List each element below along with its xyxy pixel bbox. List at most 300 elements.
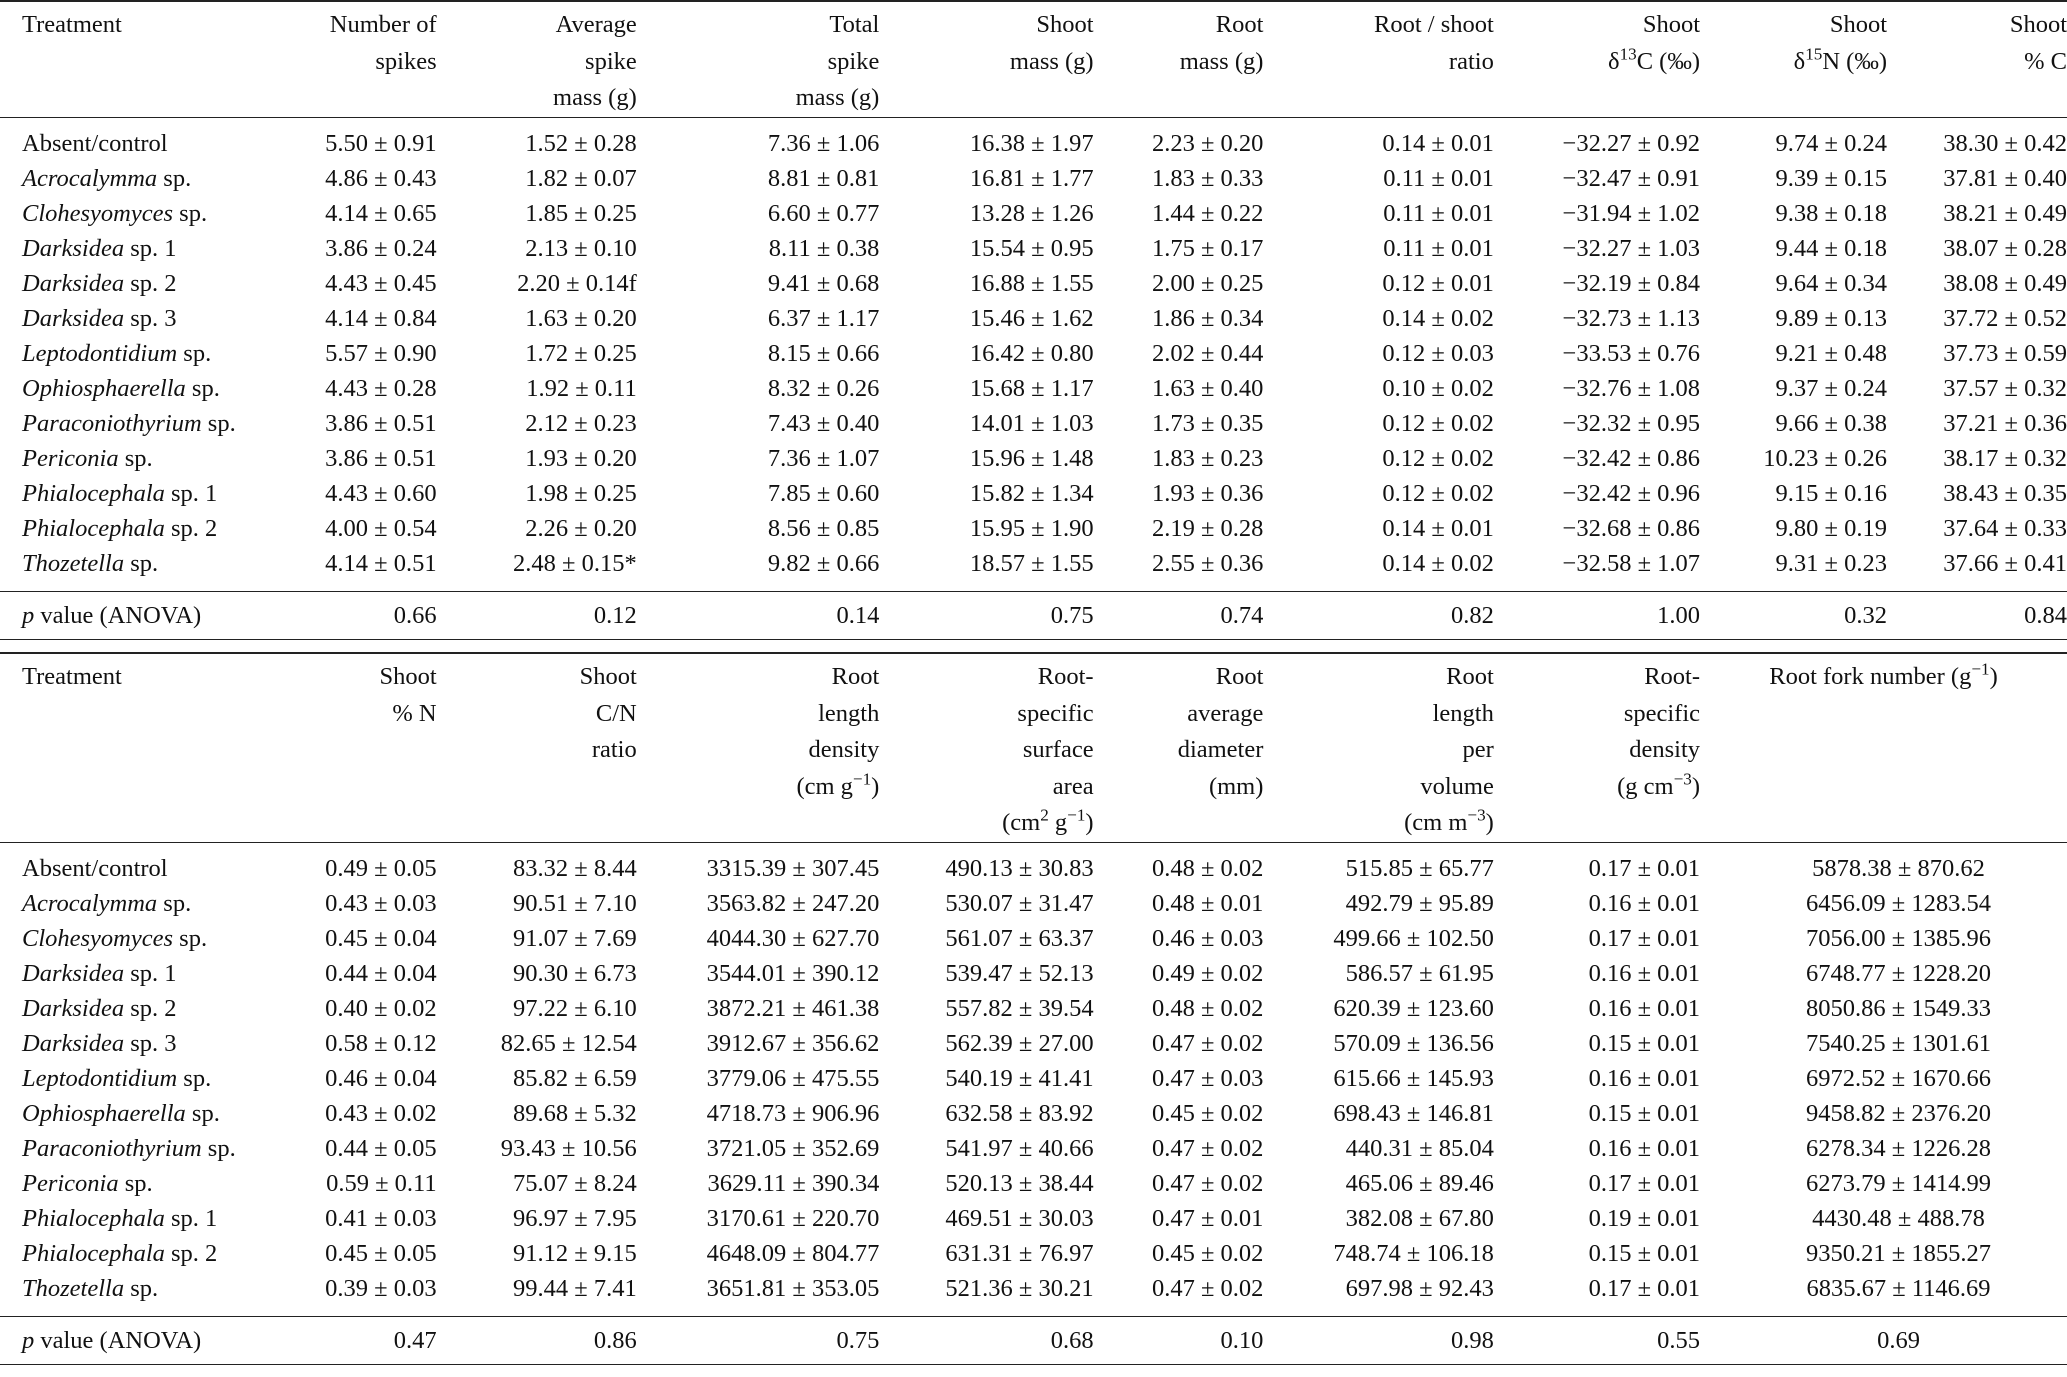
- treatment-name: [0, 1096, 273, 1131]
- column-header: [879, 1, 1093, 117]
- table-cell: 9.80 ± 0.19: [1775, 514, 1887, 542]
- table-cell: 6278.34 ± 1226.28: [1806, 1134, 1991, 1162]
- species-suffix: sp. 2: [164, 514, 218, 542]
- header-line: Root-: [1037, 663, 1094, 690]
- table-cell: 37.81 ± 0.40: [1943, 164, 2067, 192]
- treatment-table-2: [0, 652, 2067, 1365]
- table-header-row: [0, 653, 2067, 842]
- table-row: [0, 511, 2067, 546]
- table-row: [0, 956, 2067, 991]
- table-cell: −32.32 ± 0.95: [1562, 409, 1701, 437]
- genus-name: Thozetella: [22, 1274, 125, 1302]
- table-cell: 0.16 ± 0.01: [1588, 889, 1701, 917]
- table-cell: 0.44 ± 0.04: [325, 959, 437, 987]
- p-symbol: p: [22, 1326, 35, 1354]
- table-cell: 0.15 ± 0.01: [1588, 1029, 1701, 1057]
- header-line: spikes: [375, 47, 437, 75]
- table-header-row: [0, 1, 2067, 117]
- table-cell: 37.21 ± 0.36: [1943, 409, 2067, 437]
- p-value-cell: 0.66: [393, 601, 437, 629]
- table-cell: 0.40 ± 0.02: [325, 994, 437, 1022]
- p-value-row: [0, 591, 2067, 639]
- table-cell: 0.16 ± 0.01: [1588, 1064, 1701, 1092]
- table-cell: 15.95 ± 1.90: [969, 514, 1094, 542]
- p-value-row: [0, 1316, 2067, 1364]
- table-cell: 8.32 ± 0.26: [767, 374, 880, 402]
- table-cell: 570.09 ± 136.56: [1333, 1029, 1494, 1057]
- table-cell: 14.01 ± 1.03: [969, 409, 1094, 437]
- header-line: surface: [1022, 736, 1094, 763]
- table-cell: 7.43 ± 0.40: [767, 409, 880, 437]
- table-cell: 631.31 ± 76.97: [945, 1239, 1094, 1267]
- treatment-name: [0, 406, 273, 441]
- header-line: length: [1432, 699, 1494, 727]
- table-row: [0, 161, 2067, 196]
- table-cell: 8.11 ± 0.38: [768, 234, 880, 262]
- genus-name: Leptodontidium: [22, 339, 178, 367]
- species-suffix: sp.: [124, 549, 159, 577]
- treatment-name: [0, 956, 273, 991]
- genus-name: Acrocalymma: [22, 889, 158, 917]
- header-line: (cm $g^{-1}$): [796, 769, 880, 800]
- table-cell: 89.68 ± 5.32: [513, 1099, 637, 1127]
- table-cell: 15.54 ± 0.95: [969, 234, 1094, 262]
- header-line: % C: [2024, 47, 2067, 75]
- genus-name: Paraconiothyrium: [22, 409, 202, 437]
- treatment-name: [0, 842, 273, 886]
- table-cell: 8.15 ± 0.66: [767, 339, 880, 367]
- table-cell: 521.36 ± 30.21: [945, 1274, 1094, 1302]
- header-line: Number of: [329, 11, 437, 38]
- header-line: Root: [1215, 11, 1264, 38]
- species-suffix: sp. 1: [124, 959, 177, 987]
- table-cell: 0.10 ± 0.02: [1382, 374, 1494, 402]
- p-symbol: p: [22, 601, 35, 629]
- table-cell: 90.30 ± 6.73: [513, 959, 637, 987]
- table-cell: 530.07 ± 31.47: [945, 889, 1094, 917]
- table-row: [0, 476, 2067, 511]
- table-cell: 3315.39 ± 307.45: [706, 854, 880, 882]
- header-line: Root-: [1644, 663, 1701, 690]
- table-row: [0, 546, 2067, 592]
- table-cell: −32.19 ± 0.84: [1562, 269, 1701, 297]
- species-suffix: sp.: [157, 164, 192, 192]
- table-row: [0, 336, 2067, 371]
- table-cell: 0.41 ± 0.03: [325, 1204, 437, 1232]
- table-cell: 37.66 ± 0.41: [1943, 549, 2067, 577]
- table-row: [0, 441, 2067, 476]
- table-cell: 3779.06 ± 475.55: [706, 1064, 880, 1092]
- table-row: [0, 266, 2067, 301]
- table-cell: −32.68 ± 0.86: [1562, 514, 1701, 542]
- column-header: [1887, 1, 2067, 117]
- p-value-cell: 0.74: [1220, 601, 1264, 629]
- header-line: Treatment: [22, 663, 122, 690]
- table-cell: 38.07 ± 0.28: [1943, 234, 2067, 262]
- column-header: [437, 653, 637, 842]
- p-value-cell: 0.10: [1220, 1326, 1264, 1354]
- table-cell: 16.38 ± 1.97: [969, 129, 1094, 157]
- table-cell: 96.97 ± 7.95: [513, 1204, 637, 1232]
- table-cell: 0.12 ± 0.03: [1382, 339, 1494, 367]
- table-row: [0, 371, 2067, 406]
- table-cell: 620.39 ± 123.60: [1333, 994, 1494, 1022]
- genus-name: Clohesyomyces: [22, 924, 174, 952]
- table-cell: −33.53 ± 0.76: [1562, 339, 1701, 367]
- p-value-label: [0, 591, 273, 639]
- table-cell: 0.14 ± 0.01: [1382, 129, 1494, 157]
- species-suffix: sp. 3: [124, 1029, 177, 1057]
- table-cell: 8.56 ± 0.85: [767, 514, 880, 542]
- genus-name: Darksidea: [22, 269, 125, 297]
- header-line: ($cm^2$ $g^{-1}$): [1002, 805, 1094, 836]
- header-line: volume: [1420, 772, 1494, 800]
- column-header: [879, 653, 1093, 842]
- genus-name: Ophiosphaerella: [22, 1099, 186, 1127]
- table-cell: 1.63 ± 0.20: [525, 304, 637, 332]
- table-cell: 9.37 ± 0.24: [1775, 374, 1887, 402]
- treatment-name: [0, 371, 273, 406]
- table-cell: 0.14 ± 0.02: [1382, 549, 1494, 577]
- table-cell: 0.43 ± 0.02: [325, 1099, 437, 1127]
- table-cell: 4.86 ± 0.43: [325, 164, 437, 192]
- header-line: Root: [1215, 663, 1264, 690]
- header-line: mass (g): [1179, 47, 1264, 75]
- table-cell: 1.86 ± 0.34: [1151, 304, 1264, 332]
- p-value-cell: 0.55: [1657, 1326, 1701, 1354]
- table-cell: 6456.09 ± 1283.54: [1806, 889, 1991, 917]
- genus-name: Periconia: [22, 1169, 119, 1197]
- table-cell: 93.43 ± 10.56: [500, 1134, 637, 1162]
- p-label-text: value (ANOVA): [34, 1326, 202, 1354]
- table-cell: 0.46 ± 0.04: [325, 1064, 437, 1092]
- table-cell: 4.43 ± 0.60: [325, 479, 437, 507]
- header-line: Root: [1446, 663, 1494, 690]
- table-cell: 1.73 ± 0.35: [1151, 409, 1264, 437]
- treatment-name: [0, 441, 273, 476]
- table-row: [0, 1271, 2067, 1317]
- table-cell: 0.14 ± 0.01: [1382, 514, 1494, 542]
- table-cell: −32.27 ± 0.92: [1562, 129, 1701, 157]
- table-cell: 3563.82 ± 247.20: [706, 889, 880, 917]
- header-line: mass (g): [1009, 47, 1094, 75]
- genus-name: Phialocephala: [22, 1204, 165, 1232]
- table-cell: 562.39 ± 27.00: [945, 1029, 1094, 1057]
- table-cell: 0.48 ± 0.02: [1151, 994, 1264, 1022]
- table-cell: −32.27 ± 1.03: [1562, 234, 1701, 262]
- table-cell: 2.19 ± 0.28: [1151, 514, 1264, 542]
- table-cell: 3629.11 ± 390.34: [707, 1169, 880, 1197]
- table-row: [0, 1061, 2067, 1096]
- species-suffix: sp. 3: [124, 304, 177, 332]
- table-cell: 6273.79 ± 1414.99: [1806, 1169, 1991, 1197]
- table-cell: 9.39 ± 0.15: [1775, 164, 1887, 192]
- table-cell: 4.43 ± 0.45: [325, 269, 437, 297]
- table-cell: 4.14 ± 0.51: [325, 549, 437, 577]
- table-cell: 469.51 ± 30.03: [945, 1204, 1094, 1232]
- table-cell: 4.14 ± 0.65: [325, 199, 437, 227]
- table-row: [0, 301, 2067, 336]
- table-cell: 0.47 ± 0.02: [1151, 1134, 1264, 1162]
- p-value-cell: 0.32: [1844, 601, 1887, 629]
- table-cell: 561.07 ± 63.37: [945, 924, 1094, 952]
- table-cell: 4648.09 ± 804.77: [706, 1239, 880, 1267]
- header-line: (cm $m^{-3}$): [1404, 805, 1494, 836]
- table-cell: 7.36 ± 1.07: [767, 444, 880, 472]
- table-cell: −32.47 ± 0.91: [1562, 164, 1701, 192]
- header-line: Root: [831, 663, 880, 690]
- table-cell: 0.45 ± 0.04: [325, 924, 437, 952]
- table-cell: 82.65 ± 12.54: [500, 1029, 637, 1057]
- table-cell: 83.32 ± 8.44: [513, 854, 637, 882]
- table-cell: 490.13 ± 30.83: [945, 854, 1094, 882]
- table-cell: 0.43 ± 0.03: [325, 889, 437, 917]
- treatment-name: [0, 476, 273, 511]
- treatment-name: [0, 196, 273, 231]
- treatment-name: [0, 336, 273, 371]
- table-cell: 6.60 ± 0.77: [767, 199, 880, 227]
- table-cell: 9.82 ± 0.66: [767, 549, 880, 577]
- treatment-name: [0, 266, 273, 301]
- genus-name: Darksidea: [22, 234, 125, 262]
- table-cell: 2.55 ± 0.36: [1151, 549, 1264, 577]
- table-cell: −32.42 ± 0.86: [1562, 444, 1701, 472]
- table-row: [0, 991, 2067, 1026]
- table-cell: 0.15 ± 0.01: [1588, 1239, 1701, 1267]
- header-line: length: [818, 699, 880, 727]
- table-cell: 0.47 ± 0.02: [1151, 1274, 1264, 1302]
- table-cell: 2.48 ± 0.15*: [513, 549, 637, 577]
- column-header-treatment: [0, 1, 273, 117]
- p-value-cell: 0.98: [1450, 1326, 1494, 1354]
- species-suffix: sp.: [201, 1134, 236, 1162]
- header-line: spike: [585, 47, 637, 75]
- table-cell: 37.57 ± 0.32: [1943, 374, 2067, 402]
- table-cell: 6.37 ± 1.17: [767, 304, 880, 332]
- header-line: Shoot: [1829, 11, 1887, 38]
- table-cell: 4718.73 ± 906.96: [706, 1099, 880, 1127]
- table-cell: 9458.82 ± 2376.20: [1806, 1099, 1991, 1127]
- table-cell: 16.81 ± 1.77: [969, 164, 1094, 192]
- column-header: [637, 653, 880, 842]
- table-cell: 0.47 ± 0.02: [1151, 1169, 1264, 1197]
- table-cell: 1.75 ± 0.17: [1151, 234, 1264, 262]
- table-cell: 91.07 ± 7.69: [513, 924, 637, 952]
- table-cell: 3170.61 ± 220.70: [706, 1204, 880, 1232]
- table-cell: 492.79 ± 95.89: [1345, 889, 1494, 917]
- species-suffix: sp.: [185, 374, 220, 402]
- species-suffix: sp.: [177, 339, 212, 367]
- p-value-cell: 0.82: [1450, 601, 1494, 629]
- genus-name: Phialocephala: [22, 1239, 165, 1267]
- treatment-table-1: [0, 0, 2067, 640]
- species-suffix: sp. 1: [124, 234, 177, 262]
- table-cell: 16.88 ± 1.55: [969, 269, 1094, 297]
- table-cell: 5878.38 ± 870.62: [1812, 854, 1985, 882]
- species-suffix: sp.: [201, 409, 236, 437]
- table-cell: 615.66 ± 145.93: [1333, 1064, 1494, 1092]
- p-value-cell: 0.68: [1050, 1326, 1094, 1354]
- species-suffix: sp.: [118, 1169, 153, 1197]
- table-cell: 0.12 ± 0.02: [1382, 444, 1494, 472]
- table-cell: 15.82 ± 1.34: [969, 479, 1094, 507]
- table-cell: 0.17 ± 0.01: [1588, 854, 1701, 882]
- treatment-name: [0, 886, 273, 921]
- table-cell: 0.12 ± 0.02: [1382, 409, 1494, 437]
- table-cell: 9.21 ± 0.48: [1775, 339, 1887, 367]
- header-line: Shoot: [1036, 11, 1094, 38]
- header-line: spike: [827, 47, 880, 75]
- table-cell: 9.66 ± 0.38: [1775, 409, 1887, 437]
- table-cell: 0.19 ± 0.01: [1588, 1204, 1701, 1232]
- column-header: [273, 1, 437, 117]
- table-cell: 8050.86 ± 1549.33: [1806, 994, 1991, 1022]
- table-cell: 10.23 ± 0.26: [1763, 444, 1887, 472]
- header-line: ratio: [591, 736, 637, 763]
- table-cell: 13.28 ± 1.26: [969, 199, 1094, 227]
- table-cell: 1.82 ± 0.07: [525, 164, 637, 192]
- treatment-name: [0, 1061, 273, 1096]
- table-cell: 0.49 ± 0.02: [1151, 959, 1264, 987]
- table-cell: 9.44 ± 0.18: [1775, 234, 1887, 262]
- table-cell: 38.17 ± 0.32: [1943, 444, 2067, 472]
- table-cell: 4430.48 ± 488.78: [1812, 1204, 1985, 1232]
- table-cell: 2.12 ± 0.23: [525, 409, 637, 437]
- column-header: [1263, 653, 1493, 842]
- header-line: ratio: [1448, 47, 1494, 75]
- table-cell: 382.08 ± 67.80: [1345, 1204, 1494, 1232]
- table-cell: 0.45 ± 0.02: [1151, 1099, 1264, 1127]
- table-cell: 4.14 ± 0.84: [325, 304, 437, 332]
- header-line: mass (g): [553, 84, 637, 111]
- table-cell: 2.02 ± 0.44: [1151, 339, 1264, 367]
- genus-name: Darksidea: [22, 304, 125, 332]
- table-cell: 3.86 ± 0.51: [325, 444, 437, 472]
- header-line: density: [808, 736, 880, 763]
- species-suffix: sp.: [173, 199, 208, 227]
- species-suffix: sp.: [118, 444, 153, 472]
- genus-name: Clohesyomyces: [22, 199, 174, 227]
- table-cell: 38.43 ± 0.35: [1943, 479, 2067, 507]
- header-line: C/N: [595, 699, 637, 727]
- table-cell: 3651.81 ± 353.05: [706, 1274, 880, 1302]
- header-line: area: [1052, 772, 1094, 800]
- genus-name: Darksidea: [22, 994, 125, 1022]
- table-cell: 541.97 ± 40.66: [945, 1134, 1094, 1162]
- table-cell: 38.08 ± 0.49: [1943, 269, 2067, 297]
- table-cell: 75.07 ± 8.24: [513, 1169, 637, 1197]
- column-header: [1494, 1, 1700, 117]
- table-cell: 0.47 ± 0.03: [1151, 1064, 1264, 1092]
- table-cell: 1.52 ± 0.28: [525, 129, 637, 157]
- table-cell: 465.06 ± 89.46: [1345, 1169, 1494, 1197]
- p-value-cell: 0.69: [1877, 1326, 1920, 1354]
- table-cell: −32.73 ± 1.13: [1562, 304, 1701, 332]
- table-cell: 0.45 ± 0.05: [325, 1239, 437, 1267]
- table-cell: 1.63 ± 0.40: [1151, 374, 1264, 402]
- table-cell: 0.15 ± 0.01: [1588, 1099, 1701, 1127]
- treatment-name: [0, 921, 273, 956]
- treatment-name: [0, 1166, 273, 1201]
- genus-name: Leptodontidium: [22, 1064, 178, 1092]
- p-value-cell: 0.75: [1050, 601, 1094, 629]
- header-line: diameter: [1177, 736, 1264, 763]
- treatment-name: [0, 991, 273, 1026]
- table-cell: 5.50 ± 0.91: [325, 129, 437, 157]
- table-row: [0, 117, 2067, 161]
- treatment-name: [0, 1236, 273, 1271]
- header-line: Total: [829, 11, 880, 38]
- table-cell: −32.76 ± 1.08: [1562, 374, 1701, 402]
- table-row: [0, 406, 2067, 441]
- table-cell: 1.85 ± 0.25: [525, 199, 637, 227]
- table-cell: 0.17 ± 0.01: [1588, 1169, 1701, 1197]
- table-cell: 0.12 ± 0.02: [1382, 479, 1494, 507]
- treatment-name: [0, 231, 273, 266]
- table-cell: 0.58 ± 0.12: [325, 1029, 437, 1057]
- table-row: [0, 1026, 2067, 1061]
- table-cell: 540.19 ± 41.41: [945, 1064, 1094, 1092]
- header-line: (g $cm^{-3}$): [1617, 769, 1701, 800]
- species-suffix: sp.: [124, 1274, 159, 1302]
- table-cell: 1.83 ± 0.23: [1151, 444, 1264, 472]
- table-cell: 9.89 ± 0.13: [1775, 304, 1887, 332]
- p-value-cell: 0.75: [836, 1326, 880, 1354]
- table-cell: 9.41 ± 0.68: [767, 269, 880, 297]
- table-cell: 90.51 ± 7.10: [513, 889, 637, 917]
- genus-name: Thozetella: [22, 549, 125, 577]
- table-cell: 557.82 ± 39.54: [945, 994, 1094, 1022]
- table-cell: 0.49 ± 0.05: [325, 854, 437, 882]
- table-cell: 6972.52 ± 1670.66: [1806, 1064, 1991, 1092]
- table-cell: 1.93 ± 0.36: [1151, 479, 1264, 507]
- table-row: [0, 1131, 2067, 1166]
- table-cell: 8.81 ± 0.81: [767, 164, 880, 192]
- header-line: (mm): [1208, 772, 1264, 800]
- table-row: [0, 1166, 2067, 1201]
- table-cell: 38.30 ± 0.42: [1943, 129, 2067, 157]
- species-suffix: sp.: [177, 1064, 212, 1092]
- column-header: [1094, 653, 1264, 842]
- treatment-name: [0, 511, 273, 546]
- treatment-name: [0, 546, 273, 592]
- table-cell: 97.22 ± 6.10: [513, 994, 637, 1022]
- p-label-text: value (ANOVA): [34, 601, 202, 629]
- table-cell: 0.44 ± 0.05: [325, 1134, 437, 1162]
- treatment-label: Absent/control: [22, 129, 168, 157]
- species-suffix: sp.: [185, 1099, 220, 1127]
- table-cell: 4044.30 ± 627.70: [706, 924, 880, 952]
- table-cell: 3.86 ± 0.51: [325, 409, 437, 437]
- header-line: mass (g): [795, 84, 880, 111]
- header-line: Shoot: [379, 663, 437, 690]
- header-line: density: [1629, 736, 1701, 763]
- table-cell: 0.17 ± 0.01: [1588, 924, 1701, 952]
- table-cell: 9350.21 ± 1855.27: [1806, 1239, 1991, 1267]
- species-suffix: sp.: [157, 889, 192, 917]
- table-cell: 7540.25 ± 1301.61: [1806, 1029, 1991, 1057]
- table-cell: 7.85 ± 0.60: [767, 479, 880, 507]
- table-cell: 698.43 ± 146.81: [1333, 1099, 1494, 1127]
- table-cell: 38.21 ± 0.49: [1943, 199, 2067, 227]
- genus-name: Phialocephala: [22, 479, 165, 507]
- header-line: Root / shoot: [1374, 11, 1494, 38]
- table-cell: 9.15 ± 0.16: [1775, 479, 1887, 507]
- treatment-name: [0, 161, 273, 196]
- table-cell: 0.39 ± 0.03: [325, 1274, 437, 1302]
- table-row: [0, 921, 2067, 956]
- header-line: Shoot: [579, 663, 637, 690]
